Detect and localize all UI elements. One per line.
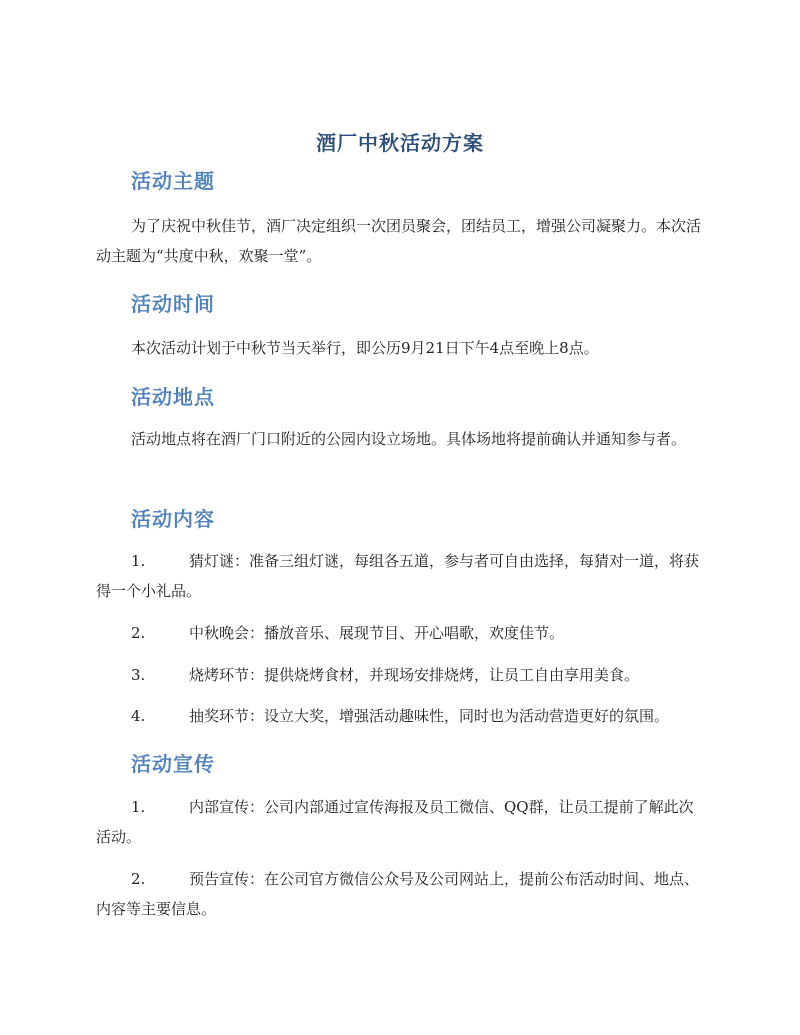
content-item-3-text: 烧烤环节：提供烧烤食材，并现场安排烧烤，让员工自由享用美食。 [189, 666, 640, 684]
content-item-2-text: 中秋晚会：播放音乐、展现节目、开心唱歌，欢度佳节。 [189, 624, 565, 642]
paragraph-theme-text: 为了庆祝中秋佳节，酒厂决定组织一次团员聚会，团结员工，增强公司凝聚力。本次活动主题为“共度中秋，欢聚一堂”。 [96, 217, 702, 265]
heading-theme: 活动主题 [131, 169, 215, 193]
content-item-1-number: 1. [131, 552, 146, 570]
content-item-2-number: 2. [131, 624, 146, 642]
promotion-item-1-text: 内部宣传：公司内部通过宣传海报及员工微信、QQ群，让员工提前了解此次活动。 [96, 798, 694, 846]
content-item-3-number: 3. [131, 666, 146, 684]
heading-time: 活动时间 [131, 292, 215, 316]
content-item-4-number: 4. [131, 707, 146, 725]
content-item-4 [96, 701, 708, 731]
promotion-item-2-text: 预告宣传：在公司官方微信公众号及公司网站上，提前公布活动时间、地点、内容等主要信息。 [96, 870, 700, 918]
content-item-1-text: 猜灯谜：准备三组灯谜，每组各五道，参与者可自由选择，每猜对一道，将获得一个小礼品。 [96, 552, 700, 600]
paragraph-place [96, 424, 708, 454]
paragraph-theme [96, 211, 708, 271]
paragraph-time [96, 333, 708, 363]
paragraph-time-text: 本次活动计划于中秋节当天举行，即公历9月21日下午4点至晚上8点。 [131, 339, 599, 357]
content-item-3 [96, 660, 708, 690]
heading-content: 活动内容 [131, 507, 215, 531]
content-item-4-text: 抽奖环节：设立大奖，增强活动趣味性，同时也为活动营造更好的氛围。 [189, 707, 670, 725]
content-item-2 [96, 618, 708, 648]
paragraph-place-text: 活动地点将在酒厂门口附近的公园内设立场地。具体场地将提前确认并通知参与者。 [131, 430, 687, 448]
promotion-item-1 [96, 792, 708, 852]
promotion-item-2 [96, 864, 708, 924]
content-item-1 [96, 546, 708, 606]
heading-promotion: 活动宣传 [131, 752, 215, 776]
promotion-item-2-number: 2. [131, 870, 146, 888]
promotion-item-1-number: 1. [131, 798, 146, 816]
heading-place: 活动地点 [131, 385, 215, 409]
document-title: 酒厂中秋活动方案 [316, 131, 484, 155]
